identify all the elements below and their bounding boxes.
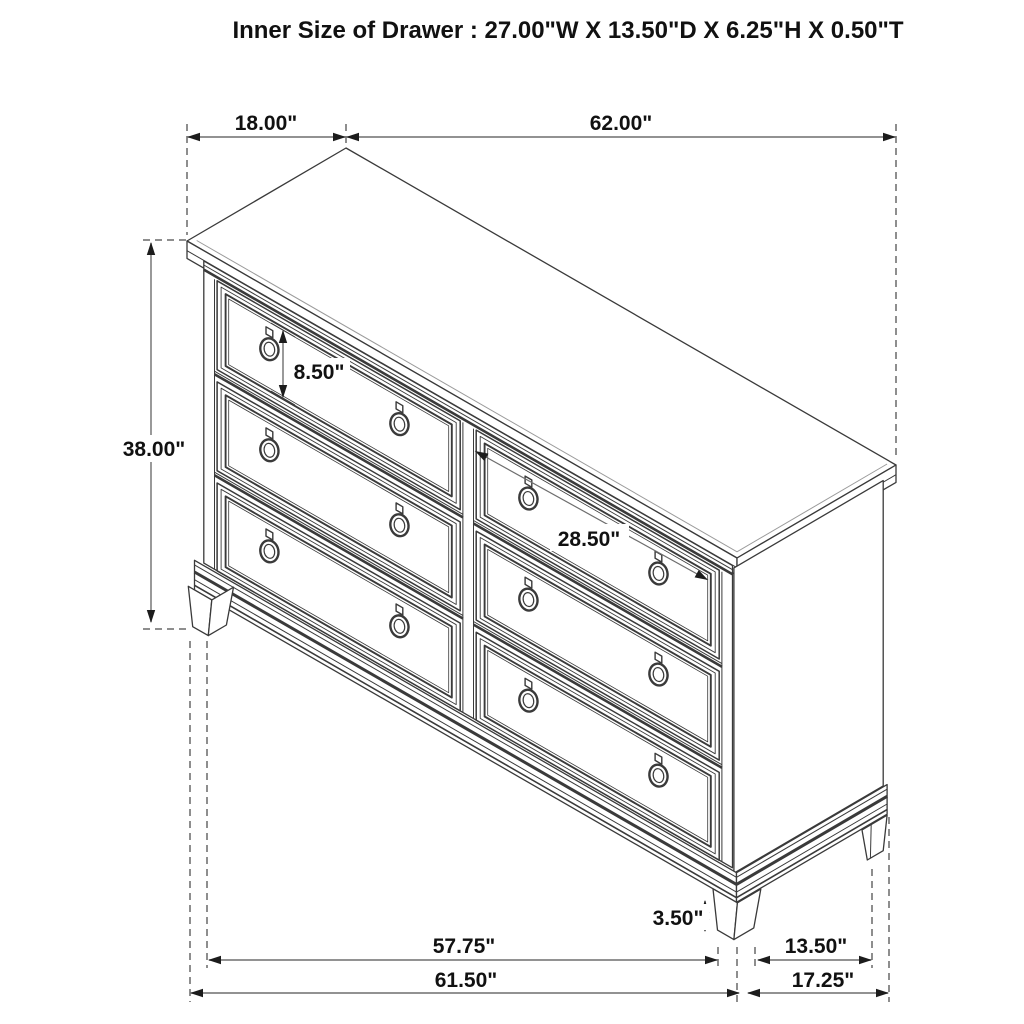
dim-label-front-span-inner: 57.75"	[432, 935, 496, 958]
dim-label-front-span-outer: 61.50"	[434, 969, 498, 992]
dim-label-leg-height: 3.50"	[652, 907, 704, 930]
generated-linework	[143, 124, 896, 1002]
dim-label-drawer-height: 8.50"	[293, 361, 345, 384]
diagram-title: Inner Size of Drawer : 27.00"W X 13.50"D X 6.25"H X 0.50"T	[232, 17, 904, 44]
dim-label-side-span-outer: 17.25"	[791, 969, 855, 992]
dim-label-top-width: 62.00"	[589, 112, 653, 135]
dim-label-top-depth: 18.00"	[234, 112, 298, 135]
dim-label-drawer-width: 28.50"	[557, 528, 621, 551]
dim-label-side-span-inner: 13.50"	[784, 935, 848, 958]
dim-label-overall-height: 38.00"	[122, 438, 186, 461]
